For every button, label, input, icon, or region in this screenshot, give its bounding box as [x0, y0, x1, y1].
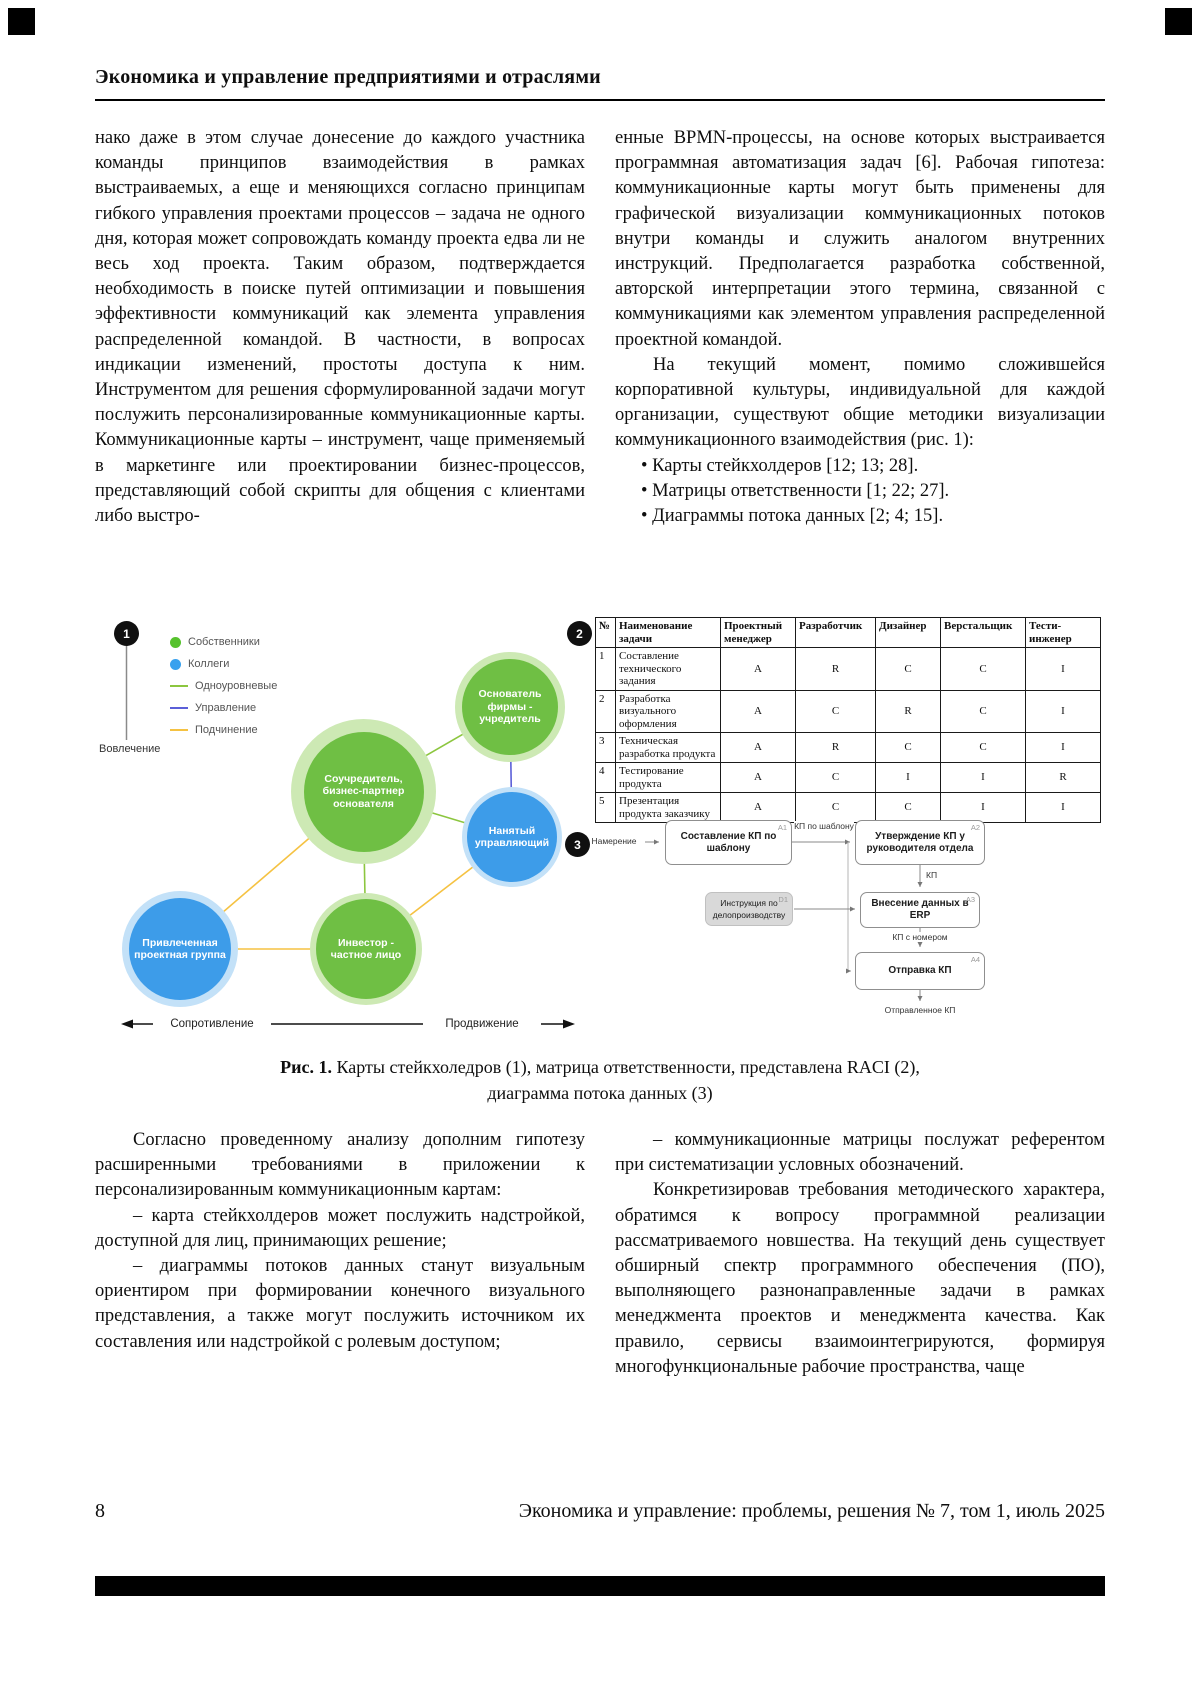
legend-item [170, 631, 277, 653]
column-right [615, 126, 1105, 618]
flow-edge-label-a1-a2: КП по шаблону [794, 821, 854, 831]
stakeholder-node-project-group [122, 891, 238, 1007]
axis-label-resistance: Сопротивление [153, 1016, 271, 1032]
table-header-cell: Проектный менеджер [721, 618, 796, 648]
flow-tag: A2 [970, 823, 980, 832]
table-cell: 2 [596, 690, 616, 733]
legend-label: Коллеги [188, 658, 230, 670]
flow-edge-label-a3-a4: КП с номером [873, 932, 967, 942]
stakeholder-node-label: Привлеченная проектная группа [129, 898, 231, 1000]
table-header-cell: Дизайнер [876, 618, 941, 648]
table-cell: Презентация продукта заказчику [616, 793, 721, 823]
flow-box-label: Утверждение КП у руководителя отдела [866, 830, 974, 854]
flow-box-label: Инструкция по делопроизводству [712, 898, 786, 920]
flow-tag: D1 [778, 895, 788, 904]
flow-box-a2 [855, 820, 985, 865]
table-cell: I [941, 763, 1026, 793]
stakeholder-node-label: Нанятый управляющий [467, 792, 557, 882]
stakeholder-node-cofounder [291, 719, 436, 864]
flow-box-d1 [705, 892, 793, 926]
table-cell: Составление технического задания [616, 648, 721, 691]
table-cell: C [796, 690, 876, 733]
stakeholder-node-label: Основатель фирмы - учредитель [462, 659, 558, 755]
bullet-item: • Матрицы ответственности [1; 22; 27]. [641, 480, 950, 501]
stakeholder-node-label: Соучредитель, бизнес-партнер основателя [304, 732, 424, 852]
table-cell: I [1026, 690, 1101, 733]
table-cell: A [721, 690, 796, 733]
header-rule [95, 99, 1105, 101]
table-cell: 4 [596, 763, 616, 793]
map-marker-badge: 1 [114, 621, 139, 646]
crop-mark-bottom [95, 1576, 1105, 1596]
table-header-cell: Наименование задачи [616, 618, 721, 648]
flow-box-a4 [855, 952, 985, 990]
subordination-line-icon [170, 729, 188, 731]
paragraph: нако даже в этом случае донесение до каждого участника команды принципов взаимодействия в рамках выстраиваемых, а еще и меняющихся согласно принципам гибкого управления проектами процессов – задача не одного дня, которая может сопровождать команду проекта едва ли не весь ход проекта. Таким образом, подтверждается необходимость в поиске путей оптимизации и повышения эффективности коммуникаций как элемента управления распределенной командой. В частности, в вопросах индикации изменений, простоты доступа к ним. Инструментом для решения сформулированной задачи могут послужить персонализированные коммуникационные карты. Коммуникационные карты – инструмент, чаще применяемый в маркетинге или проектировании бизнес-процессов, представляющий собой скрипты для общения с клиентами либо выстро- [95, 128, 585, 527]
table-row [596, 763, 1101, 793]
flow-tag: A1 [777, 823, 787, 832]
table-cell: C [876, 648, 941, 691]
table-header-row [596, 618, 1101, 648]
column-right [615, 1128, 1105, 1463]
legend-label: Одноуровневые [195, 680, 278, 692]
table-cell: C [796, 793, 876, 823]
map-legend [170, 631, 277, 741]
legend-item [170, 653, 277, 675]
crop-mark-top-left [8, 8, 35, 35]
stakeholder-node-label: Инвестор - частное лицо [316, 899, 416, 999]
legend-label: Собственники [188, 636, 260, 648]
axis-label-promotion: Продвижение [423, 1016, 541, 1032]
paragraph: Согласно проведенному анализу дополним гипотезу расширенными требованиями в приложении к персонализированным коммуникационным картам: [95, 1130, 585, 1201]
dataflow-marker-badge: 3 [565, 832, 590, 857]
table-cell: Тестирование продукта [616, 763, 721, 793]
table-cell: Разработка визуального оформления [616, 690, 721, 733]
table-cell: Техническая разработка продукта [616, 733, 721, 763]
column-left [95, 1128, 585, 1463]
table-cell: A [721, 763, 796, 793]
stakeholder-node-investor [310, 893, 422, 1005]
colleagues-dot-icon [170, 659, 181, 670]
table-cell: I [1026, 793, 1101, 823]
table-cell: C [876, 793, 941, 823]
stakeholder-node-founder [455, 652, 565, 762]
legend-item [170, 719, 277, 741]
flow-box-label: Составление КП по шаблону [680, 830, 777, 854]
raci-table [595, 617, 1101, 823]
paragraph: Конкретизировав требования методического характера, обратимся к вопросу программной реализации рассматриваемого новшества. На текущий день существует обширный спектр программного обеспечения (ПО), выполняющего разнонаправленные задачи в рамках менеджмента проектов и менеджмента качества. Как правило, сервисы взаимоинтегрируются, формируя многофункциональные рабочие пространства, чаще [615, 1180, 1105, 1377]
paragraph: енные BPMN-процессы, на основе которых выстраивается программная автоматизация задач [6]. Рабочая гипотеза: коммуникационные карты могут быть применены для графической визуализации коммуникационных потоков внутри команды и служить аналогом внутренних инструкций. Предполагается разработка собственной, авторской интерпретации этого термина, связанной с коммуникациями как элементом управления распределенной проектной командой. [615, 128, 1105, 350]
legend-label: Управление [195, 702, 257, 714]
table-header-cell: № [596, 618, 616, 648]
table-row [596, 690, 1101, 733]
table-cell: 5 [596, 793, 616, 823]
flow-start-label: Намерение [585, 836, 643, 846]
table-cell: I [1026, 648, 1101, 691]
crop-mark-top-right [1165, 8, 1192, 35]
table-cell: C [796, 763, 876, 793]
figure-caption-number: Рис. 1. [280, 1057, 333, 1077]
table-cell: R [796, 648, 876, 691]
paragraph: – коммуникационные матрицы послужат референтом при систематизации условных обозначений. [615, 1130, 1105, 1176]
table-cell: A [721, 648, 796, 691]
legend-item [170, 675, 277, 697]
flow-edge-label-out: Отправленное КП [861, 1005, 979, 1015]
table-cell: A [721, 733, 796, 763]
table-row [596, 648, 1101, 691]
legend-item [170, 697, 277, 719]
table-cell: I [876, 763, 941, 793]
owners-dot-icon [170, 637, 181, 648]
table-header-cell: Разработчик [796, 618, 876, 648]
table-cell: C [876, 733, 941, 763]
table-cell: A [721, 793, 796, 823]
involvement-label: Вовлечение [99, 743, 161, 755]
table-cell: R [796, 733, 876, 763]
page-footer [95, 1500, 1105, 1523]
page-number: 8 [95, 1500, 105, 1522]
peer-line-icon [170, 685, 188, 687]
flow-edge-label-a2-a3: КП [926, 870, 938, 880]
management-line-icon [170, 707, 188, 709]
bullet-item: • Диаграммы потока данных [2; 4; 15]. [641, 506, 944, 527]
raci-marker-badge: 2 [567, 621, 592, 646]
table-cell: I [1026, 733, 1101, 763]
table-cell: C [941, 733, 1026, 763]
legend-label: Подчинение [195, 724, 258, 736]
stakeholder-node-hired-manager [462, 787, 562, 887]
table-header-cell: Верстальщик [941, 618, 1026, 648]
table-row [596, 793, 1101, 823]
table-cell: R [1026, 763, 1101, 793]
column-left [95, 126, 585, 618]
figure-caption [95, 1054, 1105, 1106]
flow-box-label: Отправка КП [888, 965, 952, 976]
paragraph: На текущий момент, помимо сложившейся корпоративной культуры, индивидуальной для каждой организации, существуют общие методики визуализации коммуникационного взаимодействия (рис. 1): [615, 354, 1105, 451]
table-row [596, 733, 1101, 763]
figure-caption-text: Карты стейкхоледров (1), матрица ответственности, представлена RACI (2), диаграмма потока данных (3) [336, 1057, 920, 1103]
table-cell: 3 [596, 733, 616, 763]
flow-box-a1 [665, 820, 792, 865]
flow-box-label: Внесение данных в ERP [871, 898, 969, 921]
table-header-cell: Тести-инженер [1026, 618, 1101, 648]
text-block-2 [95, 1128, 1105, 1463]
table-cell: 1 [596, 648, 616, 691]
table-cell: C [941, 690, 1026, 733]
bullet-item: • Карты стейкхолдеров [12; 13; 28]. [641, 455, 919, 476]
running-header: Экономика и управление предприятиями и отраслями [95, 66, 601, 88]
text-block-1 [95, 126, 1105, 618]
table-cell: I [941, 793, 1026, 823]
flow-tag: A3 [965, 895, 975, 904]
flow-box-a3 [860, 892, 980, 928]
table-cell: R [876, 690, 941, 733]
journal-line: Экономика и управление: проблемы, решения № 7, том 1, июль 2025 [518, 1500, 1105, 1522]
table-cell: C [941, 648, 1026, 691]
paragraph: – карта стейкхолдеров может послужить надстройкой, доступной для лиц, принимающих решение; [95, 1205, 585, 1251]
flow-tag: A4 [970, 955, 980, 964]
figure-1 [95, 615, 1105, 1049]
paragraph: – диаграммы потоков данных станут визуальным ориентиром при формировании конечного визуального представления, а также могут послужить источником их составления или надстройкой с ролевым доступом; [95, 1256, 585, 1352]
